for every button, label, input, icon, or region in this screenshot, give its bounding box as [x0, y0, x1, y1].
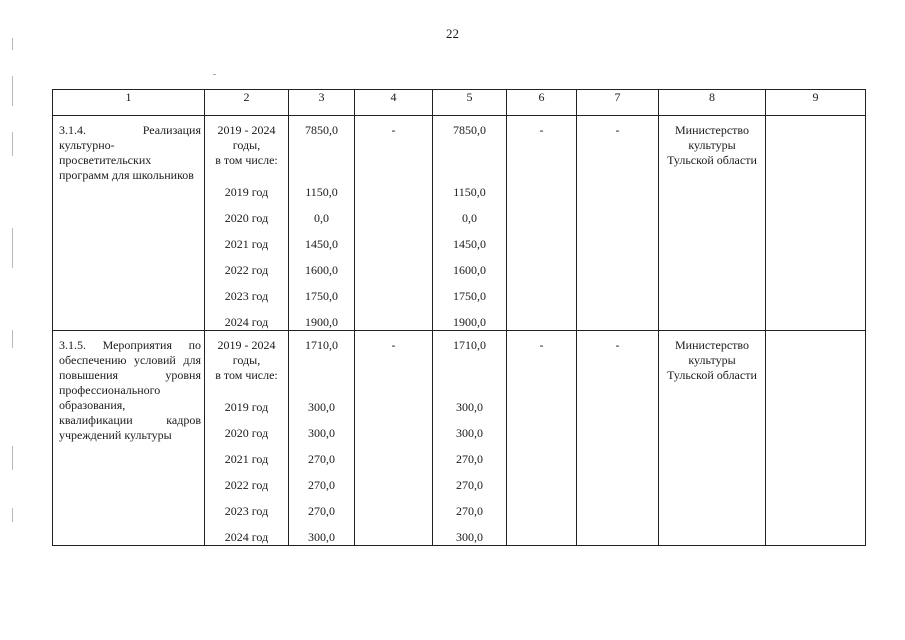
- executor-line: культуры: [688, 353, 736, 367]
- column-9-cell: [766, 331, 866, 546]
- executor-line: Министерство: [675, 123, 749, 137]
- column-7-cell: -: [577, 331, 659, 546]
- year-amount: 0,0: [314, 211, 329, 225]
- year-amount: 1750,0: [453, 289, 486, 303]
- period-line: в том числе:: [215, 153, 278, 167]
- total-amount: 1710,0: [305, 338, 338, 352]
- executor-line: Тульской области: [667, 368, 757, 382]
- spacer: [433, 138, 506, 153]
- column-6-cell: -: [507, 331, 577, 546]
- period-cell: [205, 331, 289, 546]
- year-label: 2019 год: [224, 185, 269, 199]
- column-number: 3: [289, 90, 355, 116]
- year-amount: 1750,0: [305, 289, 338, 303]
- table-row: [53, 116, 866, 331]
- period-line: годы,: [232, 138, 261, 152]
- year-amount: 270,0: [308, 452, 335, 466]
- executor-cell: [659, 116, 766, 331]
- column-number: 4: [355, 90, 433, 116]
- year-label: 2024 год: [224, 315, 269, 329]
- measure-name: 3.1.4. Реализация культурно-просветительских программ для школьников: [59, 123, 201, 182]
- table-row: [53, 331, 866, 546]
- measure-cell: [53, 116, 205, 331]
- column-number: 6: [507, 90, 577, 116]
- spacer: [289, 153, 354, 168]
- year-label: 2023 год: [224, 289, 269, 303]
- amount-cell-col3: [289, 331, 355, 546]
- year-amount: 300,0: [308, 530, 335, 544]
- spacer: [289, 368, 354, 383]
- year-label: 2020 год: [224, 426, 269, 440]
- column-number: 5: [433, 90, 507, 116]
- total-amount: 7850,0: [305, 123, 338, 137]
- executor-line: культуры: [688, 138, 736, 152]
- amount-cell-col5: [433, 331, 507, 546]
- period-line: 2019 - 2024: [217, 123, 276, 137]
- year-amount: 270,0: [456, 478, 483, 492]
- year-amount: 300,0: [456, 530, 483, 544]
- year-label: 2021 год: [224, 452, 269, 466]
- executor-cell: [659, 331, 766, 546]
- spacer: [433, 353, 506, 368]
- year-amount: 270,0: [308, 478, 335, 492]
- amount-cell-col5: [433, 116, 507, 331]
- scan-margin-mark: [12, 508, 13, 522]
- year-label: 2022 год: [224, 478, 269, 492]
- column-number: 9: [766, 90, 866, 116]
- column-number: 1: [53, 90, 205, 116]
- year-label: 2022 год: [224, 263, 269, 277]
- spacer: [289, 353, 354, 368]
- year-label: 2020 год: [224, 211, 269, 225]
- year-label: 2023 год: [224, 504, 269, 518]
- year-amount: 1900,0: [305, 315, 338, 329]
- spacer: [289, 138, 354, 153]
- scan-margin-mark: [12, 228, 13, 268]
- budget-table: [52, 89, 866, 546]
- year-label: 2019 год: [224, 400, 269, 414]
- measure-cell: [53, 331, 205, 546]
- executor-line: Тульской области: [667, 153, 757, 167]
- column-number: 7: [577, 90, 659, 116]
- period-line: в том числе:: [215, 368, 278, 382]
- year-amount: 270,0: [456, 452, 483, 466]
- year-amount: 0,0: [462, 211, 477, 225]
- year-amount: 270,0: [456, 504, 483, 518]
- total-amount: 7850,0: [453, 123, 486, 137]
- column-number: 8: [659, 90, 766, 116]
- scan-margin-mark: [12, 38, 13, 50]
- column-9-cell: [766, 116, 866, 331]
- period-line: годы,: [232, 353, 261, 367]
- spacer: [433, 153, 506, 168]
- year-amount: 300,0: [456, 400, 483, 414]
- total-amount: 1710,0: [453, 338, 486, 352]
- year-amount: 300,0: [308, 400, 335, 414]
- scan-margin-mark: [12, 132, 13, 156]
- year-amount: 1600,0: [305, 263, 338, 277]
- scan-speck: [213, 74, 216, 75]
- column-6-cell: -: [507, 116, 577, 331]
- column-number: 2: [205, 90, 289, 116]
- year-amount: 1150,0: [305, 185, 338, 199]
- year-amount: 1600,0: [453, 263, 486, 277]
- scan-margin-mark: [12, 330, 13, 348]
- year-label: 2021 год: [224, 237, 269, 251]
- page-number: 22: [446, 26, 459, 41]
- year-amount: 1450,0: [305, 237, 338, 251]
- year-amount: 1900,0: [453, 315, 486, 329]
- executor-line: Министерство: [675, 338, 749, 352]
- column-number-row: [53, 90, 866, 116]
- column-4-cell: -: [355, 331, 433, 546]
- year-amount: 300,0: [456, 426, 483, 440]
- scan-margin-mark: [12, 446, 13, 470]
- amount-cell-col3: [289, 116, 355, 331]
- column-7-cell: -: [577, 116, 659, 331]
- measure-name: 3.1.5. Мероприятия по обеспечению условий для повышения уровня профессионального образования, квалификации кадров учреждений культуры: [59, 338, 201, 442]
- period-line: 2019 - 2024: [217, 338, 276, 352]
- year-label: 2024 год: [224, 530, 269, 544]
- spacer: [433, 368, 506, 383]
- scan-margin-mark: [12, 76, 13, 106]
- year-amount: 300,0: [308, 426, 335, 440]
- year-amount: 270,0: [308, 504, 335, 518]
- year-amount: 1450,0: [453, 237, 486, 251]
- column-4-cell: -: [355, 116, 433, 331]
- year-amount: 1150,0: [453, 185, 486, 199]
- period-cell: [205, 116, 289, 331]
